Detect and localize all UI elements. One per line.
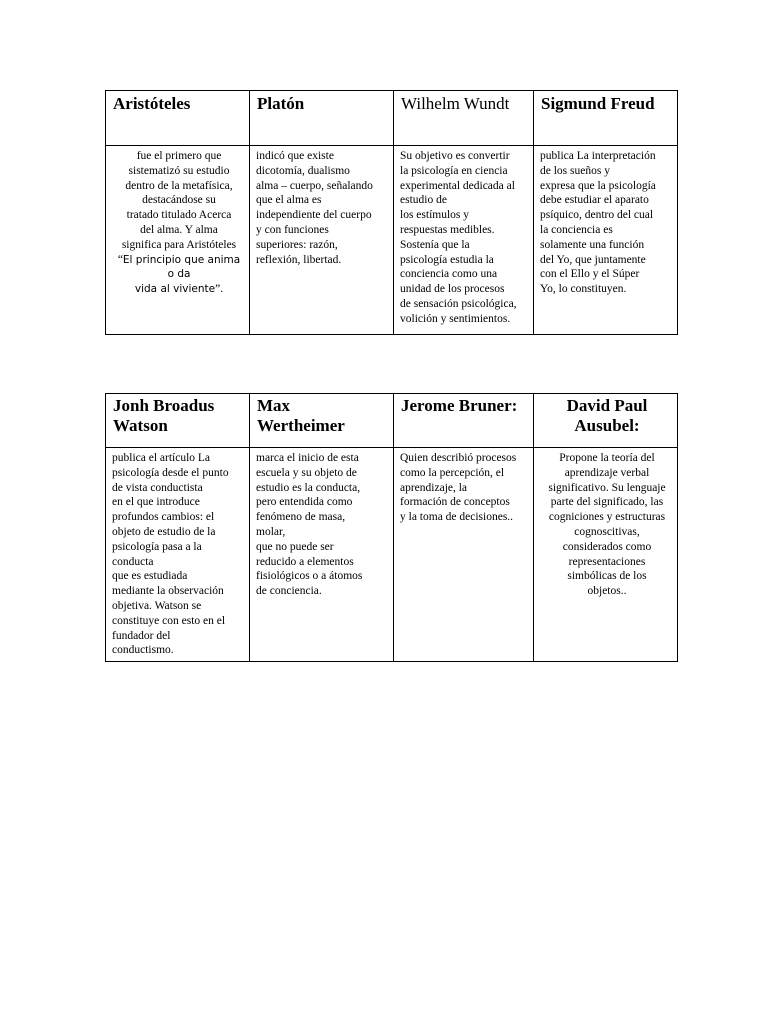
aristoteles-text: fue el primero que sistematizó su estudio dentro de la metafísica, destacándose su tratado titulado Acerca del alma. Y alma significa para Aristóteles “ bbox=[117, 150, 237, 266]
header-wundt: Wilhelm Wundt bbox=[394, 91, 534, 146]
cell-ausubel: Propone la teoría del aprendizaje verbal significativo. Su lenguaje parte del significado, las cogniciones y estructuras cognoscitivas, considerados como representaciones simbólicas de los objetos.. bbox=[534, 448, 678, 662]
psychologists-table-2 bbox=[105, 393, 678, 662]
cell-wundt: Su objetivo es convertir la psicología en ciencia experimental dedicada al estudio de los estímulos y respuestas medibles. Sostenía que la psicología estudia la conciencia como una unidad de los procesos de sensación psicológica, volición y sentimientos. bbox=[394, 146, 534, 335]
header-watson: Jonh Broadus Watson bbox=[106, 394, 250, 448]
cell-watson: publica el artículo La psicología desde el punto de vista conductista en el que introduce profundos cambios: el objeto de estudio de la psicología pasa a la conducta que es estudiada mediante la observación objetiva. Watson se constituye con esto en el fundador del conductismo. bbox=[106, 448, 250, 662]
header-aristoteles: Aristóteles bbox=[106, 91, 250, 146]
cell-freud: publica La interpretación de los sueños y expresa que la psicología debe estudiar el aparato psíquico, dentro del cual la conciencia es solamente una función del Yo, que juntamente con el Ello y el Súper Yo, lo constituyen. bbox=[534, 146, 678, 335]
header-freud: Sigmund Freud bbox=[534, 91, 678, 146]
header-platon: Platón bbox=[250, 91, 394, 146]
header-wertheimer: Max Wertheimer bbox=[250, 394, 394, 448]
cell-aristoteles bbox=[106, 146, 250, 335]
header-ausubel: David Paul Ausubel: bbox=[534, 394, 678, 448]
header-bruner: Jerome Bruner: bbox=[394, 394, 534, 448]
psychologists-table-1 bbox=[105, 90, 678, 335]
aristoteles-quote-end: ”. bbox=[215, 283, 224, 296]
cell-wertheimer: marca el inicio de esta escuela y su objeto de estudio es la conducta, pero entendida como fenómeno de masa, molar, que no puede ser reducido a elementos fisiológicos o a átomos de conciencia. bbox=[250, 448, 394, 662]
aristoteles-quote-2: vida al viviente bbox=[134, 283, 216, 296]
cell-platon: indicó que existe dicotomía, dualismo alma – cuerpo, señalando que el alma es independiente del cuerpo y con funciones superiores: razón, reflexión, libertad. bbox=[250, 146, 394, 335]
cell-bruner: Quien describió procesos como la percepción, el aprendizaje, la formación de conceptos y la toma de decisiones.. bbox=[394, 448, 534, 662]
aristoteles-quote-1: El principio que anima o da bbox=[122, 253, 241, 281]
